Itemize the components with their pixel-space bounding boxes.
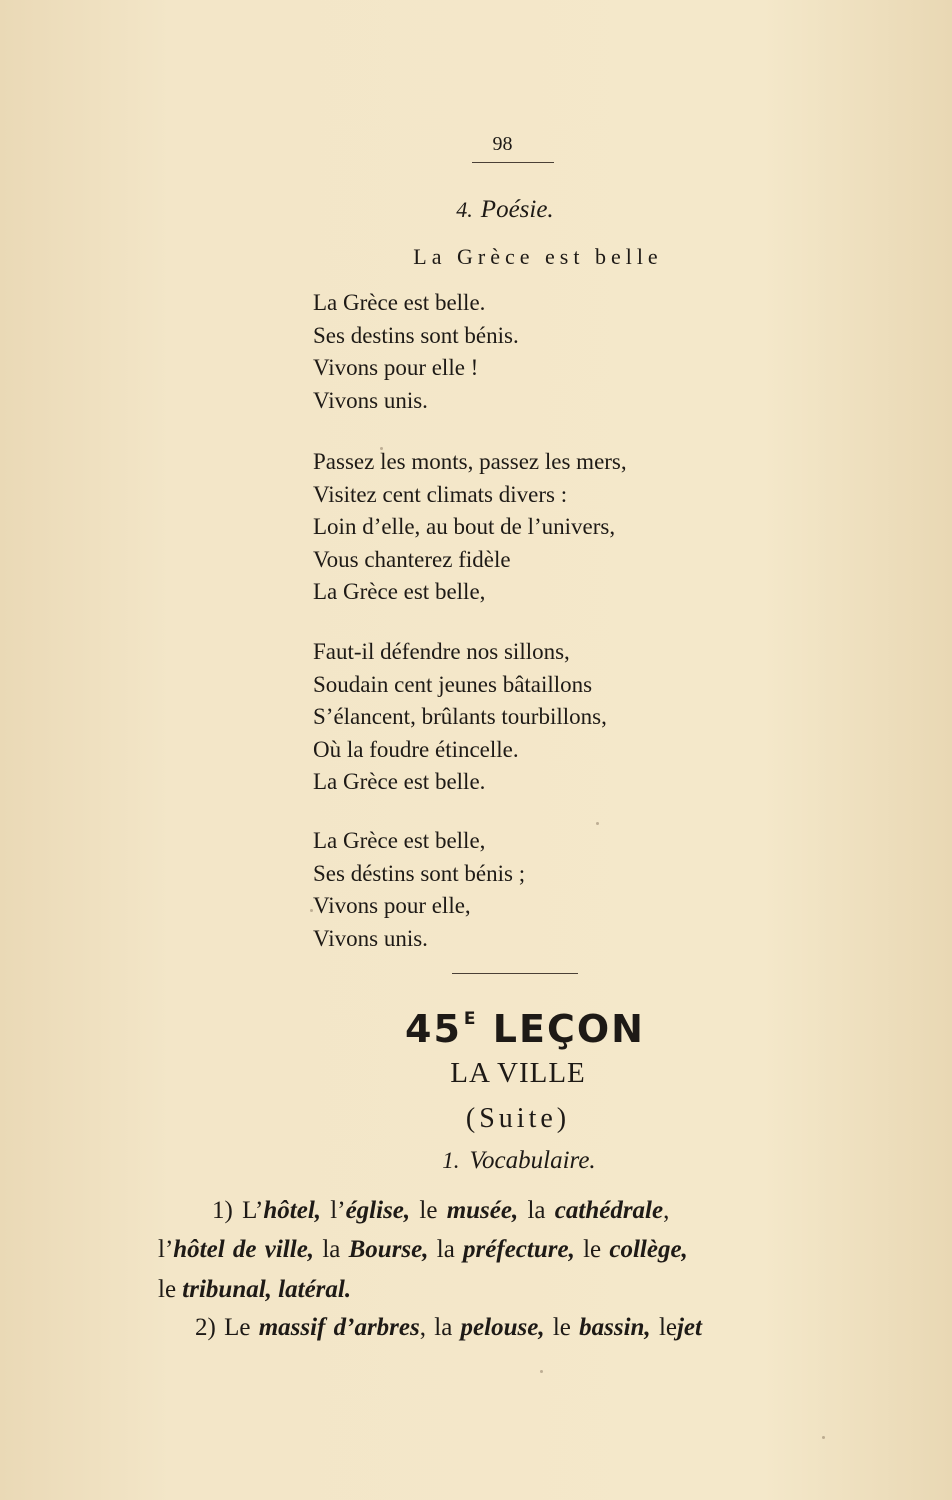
- poem-line: Faut-il défendre nos sillons,: [313, 639, 570, 664]
- poem-line: Soudain cent jeunes bâtaillons: [313, 671, 593, 697]
- paper-speck: [380, 447, 383, 450]
- vocab-word: jet: [676, 1314, 702, 1341]
- poem-line: Ses déstins sont bénis ;: [313, 860, 526, 886]
- punctuation: ,: [663, 1197, 670, 1224]
- article: le: [658, 1314, 677, 1341]
- item-number: 2): [195, 1314, 216, 1341]
- lesson-number: 45: [405, 1007, 462, 1051]
- article: l’: [158, 1236, 174, 1263]
- vocabulary-label: Vocabulaire.: [469, 1147, 596, 1174]
- article: Le: [224, 1314, 251, 1341]
- article: la: [322, 1236, 341, 1263]
- section-divider: [452, 973, 578, 974]
- poem-stanza-3: [313, 636, 607, 799]
- lesson-word: LEÇON: [492, 1007, 645, 1051]
- vocab-word: musée,: [446, 1197, 519, 1224]
- article: le: [419, 1197, 438, 1224]
- paper-speck: [540, 1370, 543, 1373]
- poem-line: Vivons pour elle,: [313, 893, 471, 918]
- poem-line: La Grèce est belle.: [313, 290, 486, 315]
- poem-stanza-2: [313, 446, 627, 609]
- poem-line: S’élancent, brûlants tourbillons,: [313, 704, 607, 729]
- lesson-heading: [0, 1007, 952, 1051]
- article: la: [436, 1236, 455, 1263]
- paper-speck: [310, 909, 313, 912]
- article: L’: [242, 1197, 264, 1224]
- article: le: [583, 1236, 602, 1263]
- article: le: [552, 1314, 571, 1341]
- vocabulary-title: [0, 1147, 952, 1175]
- vocab-word: collège,: [609, 1236, 688, 1263]
- paper-speck: [596, 822, 599, 825]
- poem-line: Vivons unis.: [313, 387, 428, 413]
- page-number-rule: [472, 162, 554, 163]
- vocab-word: cathédrale: [554, 1197, 664, 1224]
- poem-line: Vivons unis.: [313, 925, 428, 951]
- section-title: [0, 196, 952, 224]
- vocab-word: église,: [345, 1197, 411, 1224]
- poem-line: Vivons pour elle !: [313, 355, 479, 380]
- poem-line: La Grèce est belle,: [313, 828, 486, 853]
- poem-line: La Grèce est belle.: [313, 769, 486, 794]
- poem-line: La Grèce est belle,: [313, 579, 486, 604]
- poem-stanza-1: [313, 287, 519, 417]
- section-label: Poésie.: [480, 196, 554, 223]
- article: le: [158, 1276, 177, 1303]
- vocab-word: hôtel de ville,: [173, 1236, 315, 1263]
- poem-line: Où la foudre étincelle.: [313, 736, 519, 762]
- paper-speck: [822, 1436, 825, 1439]
- poem-title: La Grèce est belle: [413, 244, 663, 269]
- article: la: [527, 1197, 546, 1224]
- poem-line: Loin d’elle, au bout de l’univers,: [313, 514, 616, 539]
- vocab-word: Bourse,: [348, 1236, 429, 1263]
- article: l’: [330, 1197, 346, 1224]
- lesson-title: LA VILLE: [450, 1057, 586, 1089]
- page-number: 98: [492, 133, 513, 155]
- poem-line: Vous chanterez fidèle: [313, 546, 511, 572]
- poem-stanza-4: [313, 825, 525, 955]
- vocab-line-3: [158, 1276, 351, 1304]
- poem-line: Visitez cent climats divers :: [313, 481, 568, 507]
- vocab-word: préfecture,: [463, 1236, 575, 1263]
- lesson-number-suffix: E: [463, 1009, 478, 1029]
- vocab-word: pelouse,: [460, 1314, 545, 1341]
- vocabulary-number: 1.: [442, 1148, 460, 1173]
- section-number: 4.: [456, 197, 473, 222]
- item-number: 1): [212, 1197, 233, 1224]
- vocab-word: tribunal, latéral.: [182, 1276, 352, 1303]
- poem-line: Ses destins sont bénis.: [313, 322, 519, 348]
- poem-line: Passez les monts, passez les mers,: [313, 449, 627, 474]
- article: , la: [419, 1314, 453, 1341]
- vocab-line-4: [195, 1314, 702, 1342]
- vocab-line-2: [158, 1236, 688, 1264]
- lesson-subtitle: (Suite): [465, 1103, 571, 1134]
- vocab-word: massif d’arbres: [258, 1314, 420, 1341]
- vocab-word: hôtel,: [263, 1197, 322, 1224]
- vocab-line-1: [212, 1197, 669, 1225]
- vocab-word: bassin,: [579, 1314, 651, 1341]
